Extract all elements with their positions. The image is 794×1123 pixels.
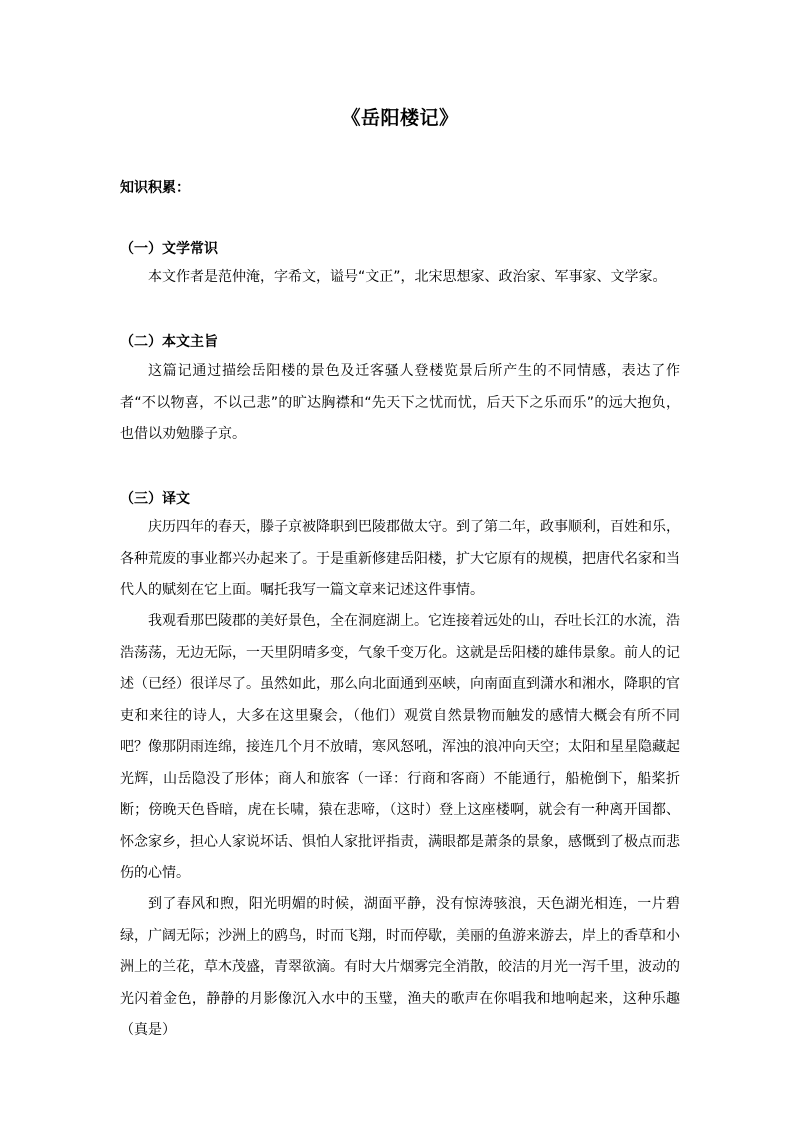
paragraph: 像那阴雨连绵，接连几个月不放晴，寒风怒吼，浑浊的浪冲向天空；太阳和星星隐藏起光辉，山岳隐没了形体；商人和旅客（一译：行商和客商）不能通行，船桅倒下，船桨折断；傍晚天色昏暗，虎在长啸，猿在悲啼，（这时）登上这座楼啊，就会有一种离开国都、怀念家乡，担心人家说坏话、惧怕人家批评指责，满眼都是萧条的景象，感慨到了极点而悲伤的心情。: [120, 739, 680, 881]
paragraph: 到了春风和煦，阳光明媚的时候，湖面平静，没有惊涛骇浪，天色湖光相连，一片碧绿，广阔无际；沙洲上的鸥鸟，时而飞翔，时而停歇，美丽的鱼游来游去，岸上的香草和小洲上的兰花，草木茂盛，青翠欲滴。有时大片烟雾完全消散，皎洁的月光一泻千里，波动的光闪着金色，静静的月影像沉入水中的玉璧，渔夫的歌声在你唱我和地响起来，这种乐趣（真是）: [120, 896, 680, 1038]
paragraph: 庆历四年的春天，滕子京被降职到巴陵郡做太守。到了第二年，政事顺利，百姓和乐，各种荒废的事业都兴办起来了。于是重新修建岳阳楼，扩大它原有的规模，把唐代名家和当代人的赋刻在它上面。嘱托我写一篇文章来记述这件事情。: [120, 519, 680, 598]
knowledge-heading: 知识积累：: [120, 180, 190, 196]
paragraph: 我观看那巴陵郡的美好景色，全在洞庭湖上。它连接着远处的山，吞吐长江的水流，浩浩荡荡，无边无际，一天里阴晴多变，气象千变万化。这就是岳阳楼的雄伟景象。前人的记述（已经）很详尽了。虽然如此，那么向北面通到巫峡，向南面直到潇水和湘水，降职的官吏和来往的诗人，大多在这里聚会，（他们）观赏自然景物而触发的感情大概会有所不同吧？: [120, 613, 680, 755]
section-heading-theme: （二）本文主旨: [120, 334, 218, 350]
section-heading-translation: （三）译文: [120, 491, 190, 507]
page-title: 《岳阳楼记》: [341, 107, 459, 129]
section-heading-literary: （一）文学常识: [120, 241, 218, 257]
paragraph: 本文作者是范仲淹，字希文，谥号“文正”，北宋思想家、政治家、军事家、文学家。: [148, 269, 667, 285]
paragraph: 这篇记通过描绘岳阳楼的景色及迁客骚人登楼览景后所产生的不同情感，表达了作者“不以物喜，不以己悲”的旷达胸襟和“先天下之忧而忧，后天下之乐而乐”的远大抱负，也借以劝勉滕子京。: [120, 363, 680, 442]
